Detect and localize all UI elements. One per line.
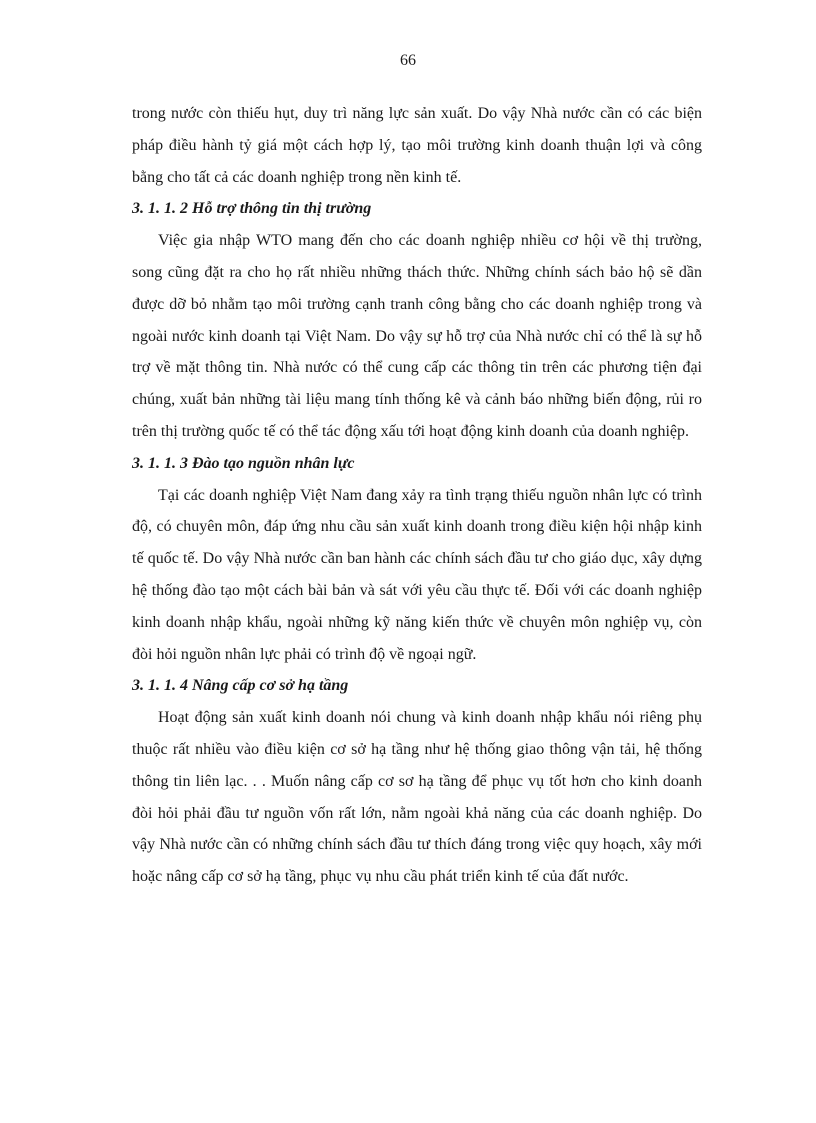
paragraph-intro: trong nước còn thiếu hụt, duy trì năng lực sản xuất. Do vậy Nhà nước cần có các biện pháp điều hành tỷ giá một cách hợp lý, tạo môi trường kinh doanh thuận lợi và công bằng cho tất cả các doanh nghiệp trong nền kinh tế. bbox=[132, 105, 702, 186]
paragraph-market-info-support: Việc gia nhập WTO mang đến cho các doanh nghiệp nhiều cơ hội về thị trường, song cũng đặt ra cho họ rất nhiều những thách thức. Những chính sách bảo hộ sẽ dần được dỡ bỏ nhằm tạo môi trường cạnh tranh công bằng cho các doanh nghiệp trong và ngoài nước kinh doanh tại Việt Nam. Do vậy sự hỗ trợ của Nhà nước chỉ có thể là sự hỗ trợ về mặt thông tin. Nhà nước có thể cung cấp các thông tin trên các phương tiện đại chúng, xuất bản những tài liệu mang tính thống kê và cảnh báo những biến động, rủi ro trên thị trường quốc tế có thể tác động xấu tới hoạt động kinh doanh của doanh nghiệp. bbox=[132, 232, 702, 440]
heading-human-resources-training: 3. 1. 1. 3 Đào tạo nguồn nhân lực bbox=[132, 454, 355, 472]
document-body bbox=[132, 98, 702, 893]
paragraph-human-resources-training: Tại các doanh nghiệp Việt Nam đang xảy ra tình trạng thiếu nguồn nhân lực có trình độ, có chuyên môn, đáp ứng nhu cầu sản xuất kinh doanh trong điều kiện hội nhập kinh tế quốc tế. Do vậy Nhà nước cần ban hành các chính sách đầu tư cho giáo dục, xây dựng hệ thống đào tạo một cách bài bản và sát với yêu cầu thực tế. Đối với các doanh nghiệp kinh doanh nhập khẩu, ngoài những kỹ năng kiến thức về chuyên môn nghiệp vụ, còn đòi hỏi nguồn nhân lực phải có trình độ về ngoại ngữ. bbox=[132, 486, 702, 663]
page-number: 66 bbox=[400, 52, 416, 69]
heading-market-info-support: 3. 1. 1. 2 Hỗ trợ thông tin thị trường bbox=[132, 200, 372, 218]
heading-infrastructure-upgrade: 3. 1. 1. 4 Nâng cấp cơ sở hạ tầng bbox=[132, 677, 349, 695]
paragraph-infrastructure-upgrade: Hoạt động sản xuất kinh doanh nói chung và kinh doanh nhập khẩu nói riêng phụ thuộc rất nhiều vào điều kiện cơ sở hạ tầng như hệ thống giao thông vận tải, hệ thống thông tin liên lạc. . . Muốn nâng cấp cơ sơ hạ tầng để phục vụ tốt hơn cho kinh doanh đòi hỏi phải đầu tư nguồn vốn rất lớn, nằm ngoài khả năng của các doanh nghiệp. Do vậy Nhà nước cần có những chính sách đầu tư thích đáng trong việc quy hoạch, xây mới hoặc nâng cấp cơ sở hạ tầng, phục vụ nhu cầu phát triển kinh tế của đất nước. bbox=[132, 709, 702, 886]
